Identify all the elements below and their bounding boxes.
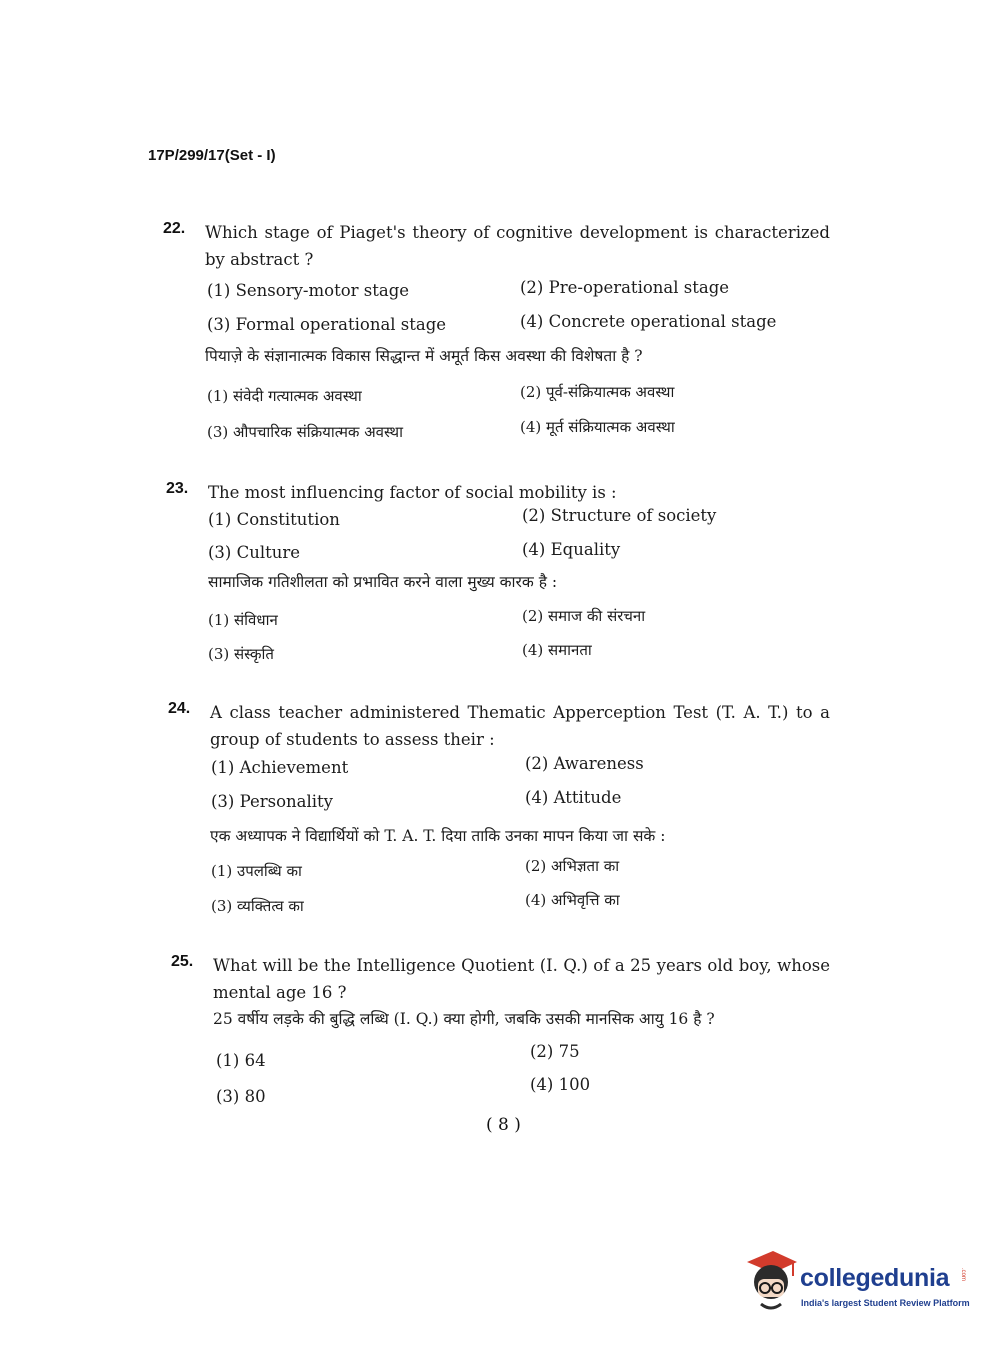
option-4-en: (4) Concrete operational stage bbox=[520, 312, 777, 331]
option-3-en: (3) Culture bbox=[208, 543, 301, 562]
question-22 bbox=[163, 220, 843, 450]
option-2-hi: (2) अभिज्ञता का bbox=[525, 857, 620, 875]
question-23 bbox=[166, 480, 846, 670]
option-4-en: (4) Equality bbox=[522, 540, 621, 559]
question-24 bbox=[168, 700, 848, 925]
option-3-hi: (3) संस्कृति bbox=[208, 645, 274, 663]
option-1-hi: (1) संविधान bbox=[208, 611, 278, 629]
option-1-en: (1) Achievement bbox=[211, 758, 349, 777]
question-text-en: Which stage of Piaget's theory of cognitive development is characterized by abstract ? bbox=[205, 223, 830, 269]
option-1: (1) 64 bbox=[216, 1051, 266, 1070]
question-number: 22. bbox=[163, 220, 186, 237]
option-2-hi: (2) समाज की संरचना bbox=[522, 607, 646, 625]
question-number: 24. bbox=[168, 700, 191, 717]
question-text-hi: पियाज़े के संज्ञानात्मक विकास सिद्धान्त में अमूर्त किस अवस्था की विशेषता है ? bbox=[205, 347, 643, 365]
option-2-en: (2) Awareness bbox=[525, 754, 644, 773]
option-3: (3) 80 bbox=[216, 1087, 266, 1106]
page-number: ( 8 ) bbox=[486, 1115, 521, 1135]
option-1-hi: (1) उपलब्धि का bbox=[211, 862, 302, 880]
option-3-en: (3) Formal operational stage bbox=[207, 315, 447, 334]
option-4-hi: (4) मूर्त संक्रियात्मक अवस्था bbox=[520, 418, 675, 436]
option-4-en: (4) Attitude bbox=[525, 788, 622, 807]
option-1-hi: (1) संवेदी गत्यात्मक अवस्था bbox=[207, 387, 362, 405]
option-2: (2) 75 bbox=[530, 1042, 580, 1061]
question-text-en: A class teacher administered Thematic Apperception Test (T. A. T.) to a group of students to assess their : bbox=[210, 703, 830, 749]
logo-wordmark: collegedunia bbox=[800, 1264, 950, 1292]
option-2-en: (2) Pre-operational stage bbox=[520, 278, 730, 297]
option-3-hi: (3) औपचारिक संक्रियात्मक अवस्था bbox=[207, 423, 404, 441]
logo-tagline: India's largest Student Review Platform bbox=[801, 1298, 970, 1308]
option-2-hi: (2) पूर्व-संक्रियात्मक अवस्था bbox=[520, 383, 675, 401]
paper-code: 17P/299/17(Set - I) bbox=[148, 147, 276, 164]
option-1-en: (1) Constitution bbox=[208, 510, 340, 529]
question-text-hi: एक अध्यापक ने विद्यार्थियों को T. A. T. दिया ताकि उनका मापन किया जा सके : bbox=[210, 827, 666, 845]
option-4-hi: (4) समानता bbox=[522, 641, 592, 659]
collegedunia-logo bbox=[743, 1248, 973, 1314]
question-number: 25. bbox=[171, 953, 194, 970]
option-4-hi: (4) अभिवृत्ति का bbox=[525, 891, 620, 909]
question-25 bbox=[171, 953, 851, 1113]
question-text-en: What will be the Intelligence Quotient (I. Q.) of a 25 years old boy, whose mental age 16 ? bbox=[213, 956, 830, 1002]
question-text-hi: सामाजिक गतिशीलता को प्रभावित करने वाला मुख्य कारक है : bbox=[208, 573, 558, 591]
question-text-hi: 25 वर्षीय लड़के की बुद्धि लब्धि (I. Q.) क्या होगी, जबकि उसकी मानसिक आयु 16 है ? bbox=[213, 1010, 715, 1028]
option-1-en: (1) Sensory-motor stage bbox=[207, 281, 410, 300]
option-4: (4) 100 bbox=[530, 1075, 591, 1094]
option-3-en: (3) Personality bbox=[211, 792, 334, 811]
option-2-en: (2) Structure of society bbox=[522, 506, 717, 525]
graduate-mascot-icon bbox=[743, 1248, 799, 1314]
option-3-hi: (3) व्यक्तित्व का bbox=[211, 897, 304, 915]
question-number: 23. bbox=[166, 480, 189, 497]
question-text-en: The most influencing factor of social mobility is : bbox=[208, 483, 617, 502]
logo-domain-suffix: .com bbox=[960, 1268, 966, 1282]
